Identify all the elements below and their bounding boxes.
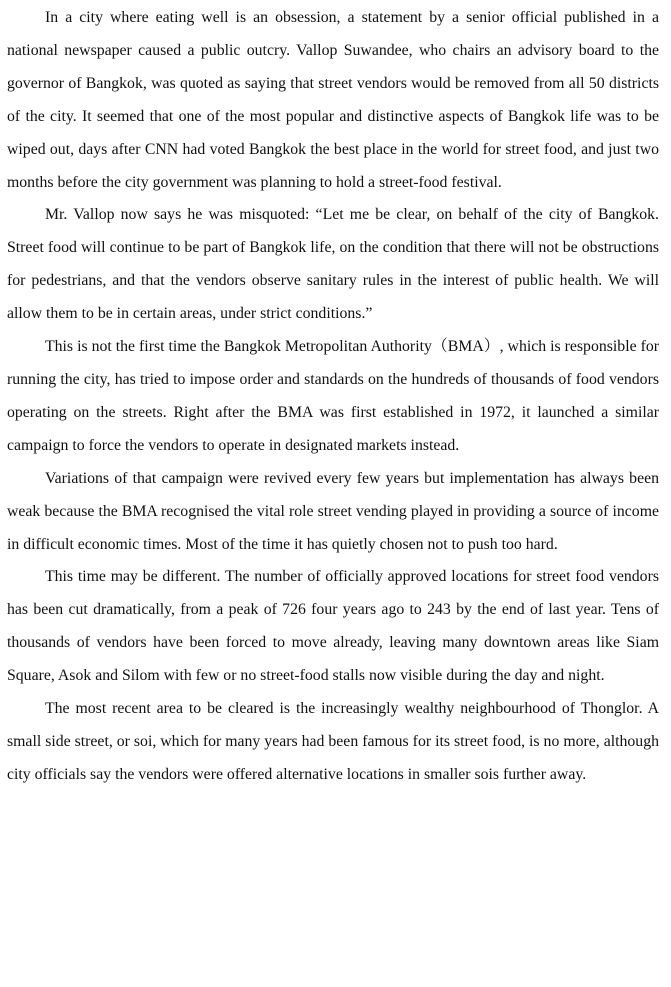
paragraph-6: The most recent area to be cleared is the increasingly wealthy neighbourhood of Thonglor. A small side street, or soi, which for many years had been famous for its street food, is no more, although city officials say the vendors were offered alternative locations in smaller sois further away. (7, 700, 659, 783)
paragraph-1: In a city where eating well is an obsession, a statement by a senior official published in a national newspaper caused a public outcry. Vallop Suwandee, who chairs an advisory board to the governor of Bangkok, was quoted as saying that street vendors would be removed from all 50 districts of the city. It seemed that one of the most popular and distinctive aspects of Bangkok life was to be wiped out, days after CNN had voted Bangkok the best place in the world for street food, and just two months before the city government was planning to hold a street-food festival. (7, 9, 659, 191)
paragraph-4: Variations of that campaign were revived every few years but implementation has always been weak because the BMA recognised the vital role street vending played in providing a source of income in difficult economic times. Most of the time it has quietly chosen not to push too hard. (7, 469, 659, 553)
paragraph-3: This is not the first time the Bangkok Metropolitan Authority（BMA）, which is responsible for running the city, has tried to impose order and standards on the hundreds of thousands of food vendors operating on the streets. Right after the BMA was first established in 1972, it launched a similar campaign to force the vendors to operate in designated markets instead. (7, 338, 659, 454)
paragraph-5: This time may be different. The number of officially approved locations for street food vendors has been cut dramatically, from a peak of 726 four years ago to 243 by the end of last year. Tens of thousands of vendors have been forced to move already, leaving many downtown areas like Siam Square, Asok and Silom with few or no street-food stalls now visible during the day and night. (7, 568, 659, 685)
paragraph-2: Mr. Vallop now says he was misquoted: “Let me be clear, on behalf of the city of Bangkok. Street food will continue to be part of Bangkok life, on the condition that there will not be obstructions for pedestrians, and that the vendors observe sanitary rules in the interest of public health. We will allow them to be in certain areas, under strict conditions.” (7, 206, 659, 323)
